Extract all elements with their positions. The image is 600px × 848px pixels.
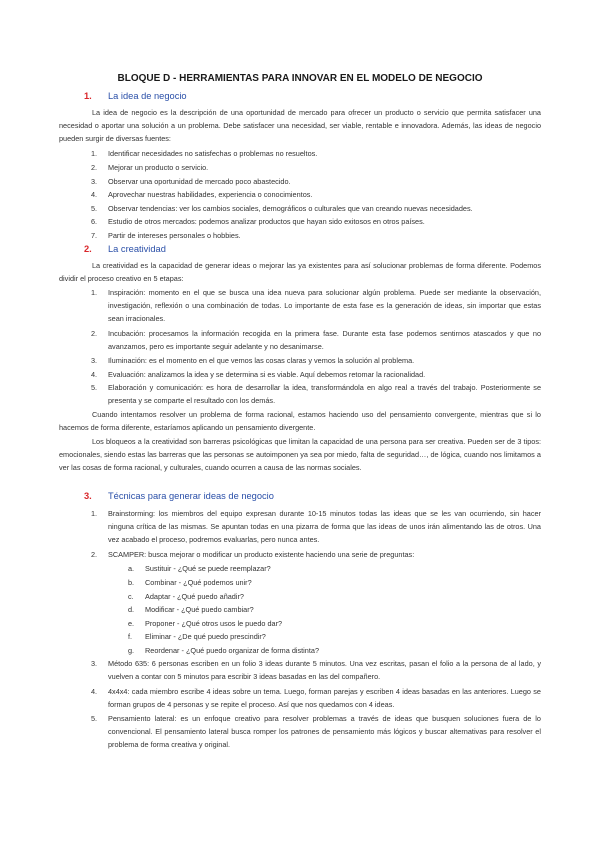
page-title: BLOQUE D - HERRAMIENTAS PARA INNOVAR EN EL MODELO DE NEGOCIO [117,73,483,84]
section-title: La idea de negocio [108,91,187,101]
section-title: Técnicas para generar ideas de negocio [108,491,274,501]
sub-list-item: c. Adaptar - ¿Qué puedo añadir? [128,592,244,601]
section-title: La creatividad [108,244,166,254]
sub-list-item: e. Proponer - ¿Qué otros usos le puedo dar? [128,619,283,628]
list-item: 1. Inspiración: momento en el que se busca una idea nueva para solucionar algún problema. Puede ser mediante la observación, investigación, reflexión o una combinación de todas. Lo importante de esta fase es la generación de ideas, sin importar que estas sean irracionales. [91,288,541,324]
section-heading-3 [84,491,274,501]
list-item: 3. Método 635: 6 personas escriben en un folio 3 ideas durante 5 minutos. Una vez escritas, pasan el folio a la persona de al lado, y vuelven a contar con 5 minutos para escribir 3 ideas basadas en las del compañero. [91,659,541,682]
list-item: 4. 4x4x4: cada miembro escribe 4 ideas sobre un tema. Luego, forman parejas y escriben 4 ideas basadas en las anteriores. Luego se forman grupos de 4 personas y se repite el proceso. Así que nos quedamos con 4 ideas. [91,687,541,710]
list-item: 2. Mejorar un producto o servicio. [91,163,209,172]
list-item: 7. Partir de intereses personales o hobbies. [91,231,241,240]
sub-list-item: d. Modificar - ¿Qué puedo cambiar? [128,605,254,614]
sub-list-item: g. Reordenar - ¿Qué puedo organizar de forma distinta? [128,646,320,655]
list-item: 5. Observar tendencias: ver los cambios sociales, demográficos o culturales que van creando nuevas necesidades. [91,204,473,213]
list-item: 2. Incubación: procesamos la información recogida en la primera fase. Durante esta fase podemos sentirnos atascados y que no avanzamos, pero es importante seguir adelante y no desanimarse. [91,329,541,352]
list-item: 2. SCAMPER: busca mejorar o modificar un producto existente haciendo una serie de preguntas: [91,550,415,559]
section-heading-2 [84,244,166,254]
list-item: 5. Elaboración y comunicación: es hora de desarrollar la idea, transformándola en algo real a través del trabajo. Posteriormente se presenta y se comparte el resultado con los demás. [91,383,541,406]
paragraph: La idea de negocio es la descripción de una oportunidad de mercado para ofrecer un producto o servicio que permita satisfacer una necesidad o aportar una solución a un problema. Debe satisfacer una necesidad, ser viable, rentable e innovadora. Además, las ideas de negocio pueden surgir de diversas fuentes: [59,108,541,144]
section-heading-1 [84,91,187,101]
section-number: 3. [84,491,92,501]
list-item: 3. Iluminación: es el momento en el que vemos las cosas claras y vemos la solución al problema. [91,356,415,365]
paragraph: Los bloqueos a la creatividad son barreras psicológicas que limitan la capacidad de una persona para ser creativa. Pueden ser de 3 tipos: emocionales, siendo estas las barreras que las personas se autoimponen ya sea por miedo, falta de seguridad…, de lógica, cuando nos limitamos a ver las cosas de forma racional, y culturales, cuando ocurren a causa de las normas sociales. [59,437,541,473]
list-item: 5. Pensamiento lateral: es un enfoque creativo para resolver problemas a través de ideas que busquen soluciones fuera de lo convencional. El pensamiento lateral busca romper los patrones de pensamiento más lógicos y buscar alternativas para resolver el problema de forma creativa y original. [91,714,541,750]
list-item: 3. Observar una oportunidad de mercado poco abastecido. [91,177,291,186]
sub-list-item: b. Combinar - ¿Qué podemos unir? [128,578,252,587]
list-item: 1. Identificar necesidades no satisfechas o problemas no resueltos. [91,149,318,158]
paragraph: La creatividad es la capacidad de generar ideas o mejorar las ya existentes para así solucionar problemas de forma diferente. Podemos dividir el proceso creativo en 5 etapas: [59,261,541,284]
sub-list-item: a. Sustituir - ¿Qué se puede reemplazar? [128,564,271,573]
sub-list-item: f. Eliminar - ¿De qué puedo prescindir? [128,632,266,641]
list-item: 6. Estudio de otros mercados: podemos analizar productos que hayan sido exitosos en otros países. [91,217,425,226]
section-number: 1. [84,91,92,101]
list-item: 1. Brainstorming: los miembros del equipo expresan durante 10-15 minutos todas las ideas que se les van ocurriendo, sin hacer ninguna crítica de las mismas. Se apuntan todas en una pizarra de forma que las ideas de unos irán alimentando las de otros. Una vez acabado el proceso, podremos evaluarlas, pero nunca antes. [91,509,541,545]
paragraph: Cuando intentamos resolver un problema de forma racional, estamos haciendo uso del pensamiento convergente, mientras que si lo hacemos de forma diferente, estaríamos aplicando un pensamiento divergente. [59,410,541,433]
list-item: 4. Evaluación: analizamos la idea y se determina si es viable. Aquí debemos retomar la racionalidad. [91,370,426,379]
list-item: 4. Aprovechar nuestras habilidades, experiencia o conocimientos. [91,190,313,199]
section-number: 2. [84,244,92,254]
